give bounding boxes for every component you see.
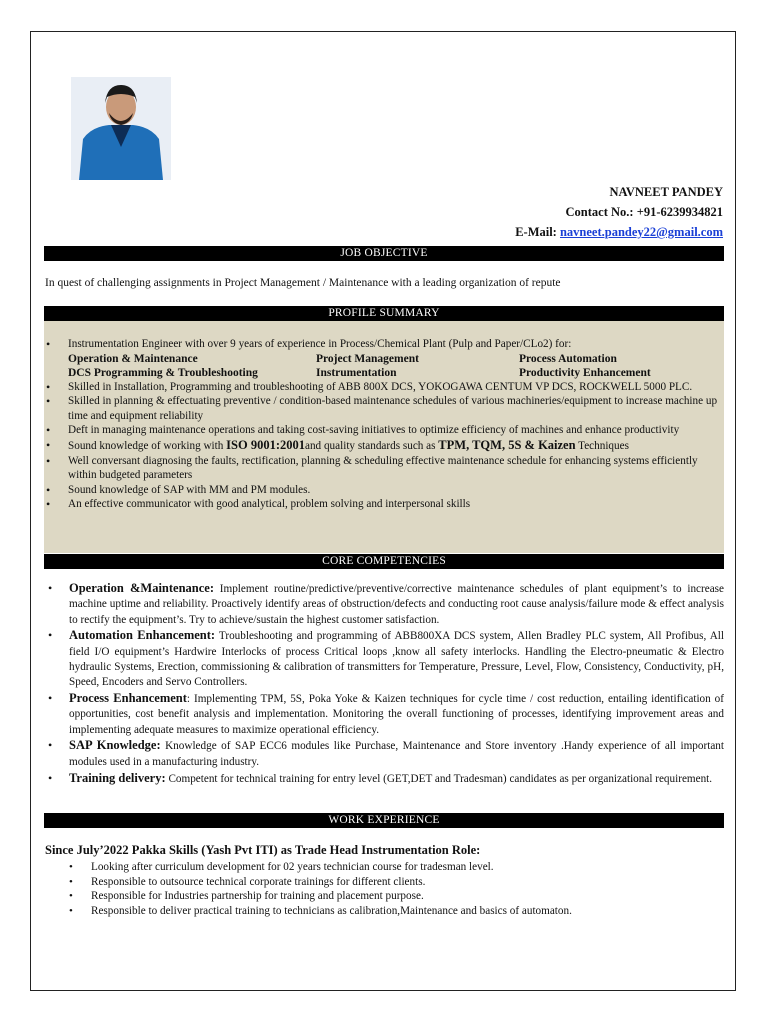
email-link[interactable]: navneet.pandey22@gmail.com	[559, 225, 723, 239]
work-item: • Looking after curriculum development for 02 years technician course for tradesman level.	[69, 860, 589, 875]
competency-item	[44, 581, 724, 628]
resume-page	[30, 31, 736, 991]
competency-item	[44, 691, 724, 738]
summary-item: • Well conversant diagnosing the faults, rectification, planning & scheduling effective maintenance schedule for enhancing systems efficiently within budgeted parameters	[44, 454, 724, 483]
candidate-name: NAVNEET PANDEY	[609, 185, 723, 199]
summary-item: • Sound knowledge of SAP with MM and PM modules.	[44, 483, 724, 498]
summary-item	[44, 438, 724, 454]
competency-text: Competent for technical training for entry level (GET,DET and Tradesman) candidates as per organizational requirement.	[165, 772, 713, 785]
email-label: E-Mail:	[515, 225, 560, 239]
contact-label: Contact No.:	[565, 205, 637, 219]
job-title: Since July’2022 Pakka Skills (Yash Pvt ITI) as Trade Head Instrumentation Role:	[45, 843, 481, 857]
competency-item	[44, 771, 724, 787]
profile-summary-header: PROFILE SUMMARY	[44, 306, 724, 321]
core-competencies-list	[44, 581, 724, 787]
contact-number	[515, 202, 723, 222]
work-item: • Responsible to deliver practical training to technicians as calibration,Maintenance and basics of automaton.	[69, 904, 589, 919]
work-item: • Responsible to outsource technical corporate trainings for different clients.	[69, 875, 589, 890]
objective-text: In quest of challenging assignments in Project Management / Maintenance with a leading organization of repute	[45, 277, 561, 289]
email-line	[515, 222, 723, 242]
competency-text: Implement routine/predictive/preventive/corrective maintenance schedules of plant equipment’s to increase machine uptime and reliability. Proactively identify areas of obstruction/defects and conducting root cause analysis/failure mode & effect analysis to rectify the equipment’s. Try to achieve/sustain the highest customer satisfaction.	[69, 583, 724, 626]
skills-row-1	[68, 352, 718, 366]
summary-item: • Skilled in planning & effectuating preventive / condition-based maintenance schedules of various machineries/equipment to increase machine up time and equipment reliability	[44, 394, 724, 423]
competency-text: Knowledge of SAP ECC6 modules like Purchase, Maintenance and Store inventory .Handy experience of all important modules used in a manufacturing industry.	[69, 740, 724, 768]
competency-text: : Implementing TPM, 5S, Poka Yoke & Kaizen techniques for cycle time / cost reduction, entailing identification of opportunities, cost benefit analysis and implementation. Monitoring the overall functioning of processes, identifying improvement areas and implementing adequate measures to maximize operational efficiency.	[69, 693, 724, 736]
summary-item	[44, 337, 724, 380]
skill: Process Automation	[519, 352, 617, 365]
competency-title: Automation Enhancement:	[69, 628, 216, 643]
competency-title: Process Enhancement	[69, 691, 187, 706]
summary-item: • Deft in managing maintenance operations and taking cost-saving initiatives to optimize efficiency of machines and enhance productivity	[44, 423, 724, 438]
skills-row-2	[68, 366, 718, 380]
contact-value: +91-6239934821	[636, 205, 723, 219]
profile-summary-box	[44, 321, 724, 553]
iso-standard: ISO 9001:2001	[226, 437, 305, 452]
summary-item: • An effective communicator with good analytical, problem solving and interpersonal skills	[44, 497, 724, 512]
iso-pre: Sound knowledge of working with	[68, 439, 227, 452]
competency-title: SAP Knowledge:	[69, 738, 161, 753]
quality-techniques: TPM, TQM, 5S & Kaizen	[438, 437, 576, 452]
profile-photo	[71, 77, 171, 180]
summary-item: • Skilled in Installation, Programming and troubleshooting of ABB 800X DCS, YOKOGAWA CENTUM VP DCS, ROCKWELL 5000 PLC.	[44, 380, 724, 395]
skill: Instrumentation	[316, 366, 397, 379]
competency-item	[44, 738, 724, 770]
work-experience-header: WORK EXPERIENCE	[44, 813, 724, 828]
competency-item	[44, 628, 724, 690]
competency-title: Training delivery:	[69, 770, 166, 785]
skill: DCS Programming & Troubleshooting	[68, 366, 258, 379]
iso-post: Techniques	[575, 439, 629, 452]
contact-block	[515, 182, 723, 242]
job-objective-header: JOB OBJECTIVE	[44, 246, 724, 261]
iso-mid: and quality standards such as	[305, 439, 439, 452]
core-competencies-header: CORE COMPETENCIES	[44, 554, 724, 569]
competency-title: Operation &Maintenance:	[69, 581, 214, 595]
competency-text: Troubleshooting and programming of ABB800XA DCS system, Allen Bradley PLC system, All Profibus, All field I/O equipment’s Hardwire Interlocks of process Critical loops ,know all safety interlocks. Handling the Electro-pneumatic & Electro hydraulic Systems, Erection, commissioning & calibration of transmitters for Temperature, Pressure, Level, Flow, Consistency, Conductivity, pH, Speed, Encoders and Servo Controllers.	[69, 630, 725, 689]
skill: Productivity Enhancement	[519, 366, 651, 379]
summary-intro: Instrumentation Engineer with over 9 years of experience in Process/Chemical Plant (Pulp and Paper/CLo2) for:	[68, 338, 572, 350]
skill: Operation & Maintenance	[68, 352, 198, 365]
work-item: • Responsible for Industries partnership for training and placement purpose.	[69, 889, 589, 904]
skill: Project Management	[316, 352, 419, 365]
